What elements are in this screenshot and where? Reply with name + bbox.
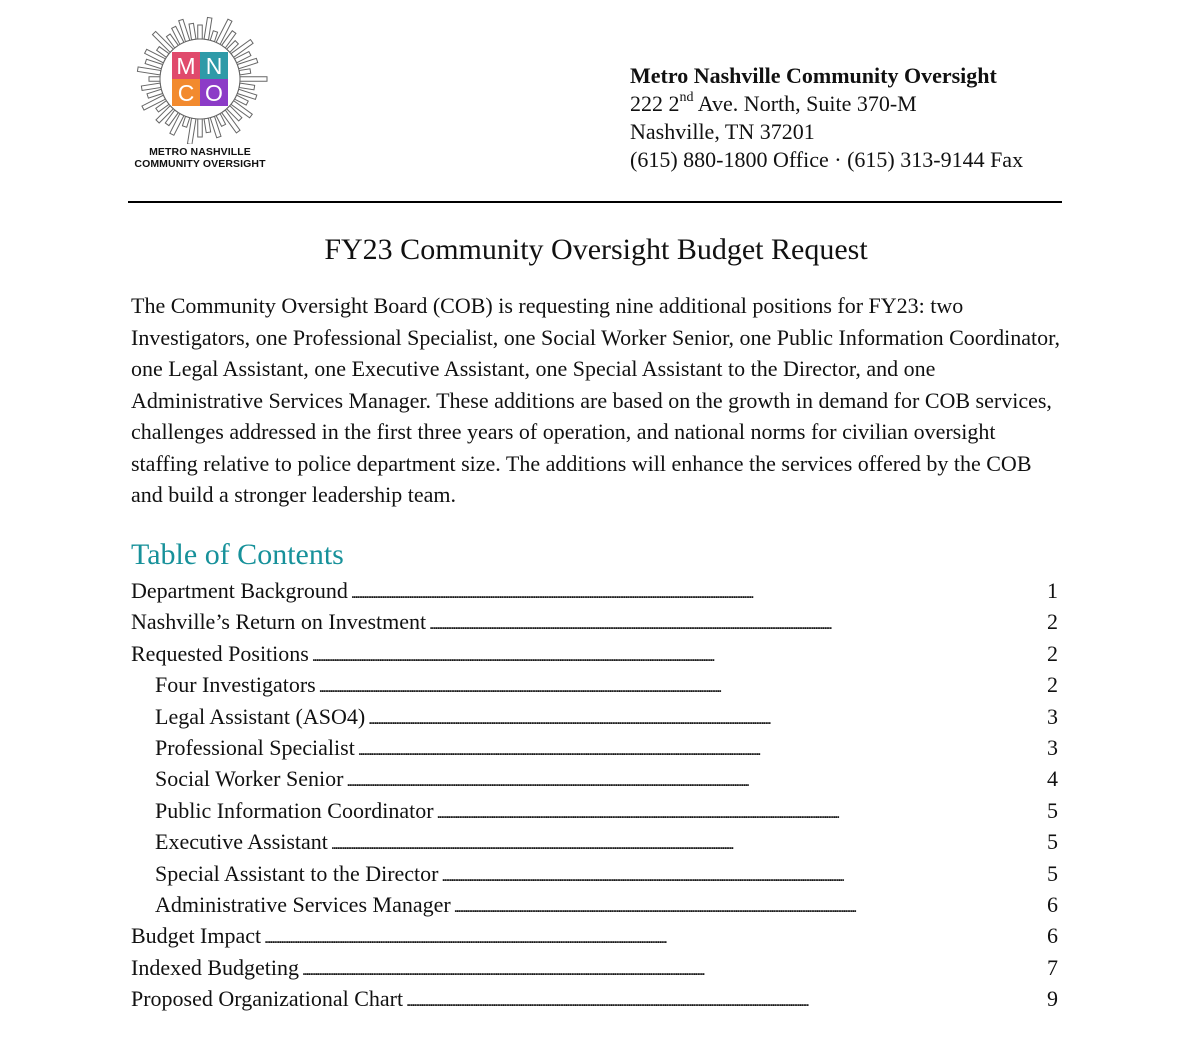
toc-entry-title: Department Background — [131, 578, 348, 603]
toc-entry-page: 2 — [1047, 640, 1058, 666]
toc-entry-page: 6 — [1047, 891, 1058, 917]
city-skyline-ring-graphic — [132, 14, 268, 144]
toc-entry[interactable] — [131, 732, 1058, 763]
toc-dot-leader — [331, 826, 1044, 860]
document-title: FY23 Community Oversight Budget Request — [324, 233, 868, 266]
toc-entry-title: Four Investigators — [155, 672, 316, 698]
toc-entry-title: Executive Assistant — [155, 829, 328, 855]
toc-dot-leader — [346, 763, 1044, 797]
toc-entry-page: 1 — [1047, 578, 1058, 603]
toc-entry-page: 5 — [1047, 829, 1058, 855]
logo-caption-line1: METRO NASHVILLE — [149, 146, 251, 158]
toc-entry-title: Social Worker Senior — [155, 766, 344, 792]
toc-dot-leader — [302, 952, 1044, 986]
toc-entry-title: Budget Impact — [131, 923, 262, 949]
toc-entry-page: 5 — [1047, 860, 1058, 886]
toc-dot-leader — [437, 795, 1044, 829]
logo-caption-line2: COMMUNITY OVERSIGHT — [134, 158, 266, 170]
logo-letter-c: C — [177, 80, 195, 106]
toc-entry[interactable] — [131, 795, 1058, 826]
intro-paragraph: The Community Oversight Board (COB) is requesting nine additional positions for FY23: two Investigators, one Professional Specialist, one Social Worker Senior, one Public Information Coordinator, one Legal Assistant, one Executive Assistant, one Special Assistant to the Director, and one Administrative Services Manager. These additions are based on the growth in demand for COB services, challenges addressed in the first three years of operation, and national norms for civilian oversight staffing relative to police department size. The additions will enhance the services offered by the COB and build a stronger leadership team. — [131, 293, 1061, 507]
toc-entry[interactable] — [131, 983, 1058, 1014]
toc-dot-leader — [406, 983, 1044, 1017]
toc-entry[interactable] — [131, 763, 1058, 794]
toc-entry-title: Nashville’s Return on Investment — [131, 609, 427, 635]
toc-entry-page: 5 — [1047, 797, 1058, 823]
toc-entry[interactable] — [131, 701, 1058, 732]
logo-letter-o: O — [205, 80, 223, 106]
toc-entry[interactable] — [131, 638, 1058, 669]
logo-caption — [132, 146, 268, 170]
toc-heading: Table of Contents — [131, 538, 344, 571]
address-line-2: Nashville, TN 37201 — [630, 119, 815, 144]
toc-entry-page: 9 — [1047, 986, 1058, 1012]
table-of-contents — [131, 575, 1058, 1014]
toc-entry-page: 7 — [1047, 954, 1058, 980]
toc-entry-title: Public Information Coordinator — [155, 797, 434, 823]
org-address-block — [630, 62, 1023, 174]
toc-dot-leader — [429, 606, 1044, 640]
toc-entry[interactable] — [131, 575, 1058, 606]
toc-entry-title: Special Assistant to the Director — [155, 860, 439, 886]
toc-entry-page: 4 — [1047, 766, 1058, 792]
toc-dot-leader — [351, 575, 1044, 609]
toc-entry-title: Indexed Budgeting — [131, 954, 300, 980]
toc-entry-title: Legal Assistant (ASO4) — [155, 703, 366, 729]
toc-entry-title: Proposed Organizational Chart — [131, 986, 404, 1012]
phone-fax-line: (615) 880-1800 Office · (615) 313-9144 Fax — [630, 147, 1024, 172]
toc-dot-leader — [319, 669, 1044, 703]
toc-entry[interactable] — [131, 606, 1058, 637]
toc-dot-leader — [442, 858, 1045, 892]
toc-entry-title: Administrative Services Manager — [155, 891, 451, 917]
header-divider — [128, 201, 1062, 203]
toc-entry[interactable] — [131, 826, 1058, 857]
toc-entry-title: Professional Specialist — [155, 734, 355, 760]
toc-entry-page: 6 — [1047, 923, 1058, 949]
toc-entry-title: Requested Positions — [131, 640, 309, 666]
logo-letter-n: N — [205, 53, 223, 79]
toc-dot-leader — [454, 889, 1044, 923]
toc-entry[interactable] — [131, 669, 1058, 700]
toc-entry[interactable] — [131, 858, 1058, 889]
org-name: Metro Nashville Community Oversight — [630, 63, 997, 88]
toc-entry-page: 2 — [1047, 672, 1058, 698]
toc-entry-page: 3 — [1047, 734, 1058, 760]
toc-entry[interactable] — [131, 920, 1058, 951]
toc-entry[interactable] — [131, 889, 1058, 920]
toc-dot-leader — [368, 701, 1044, 735]
mnco-logo — [132, 14, 268, 174]
toc-entry-page: 3 — [1047, 703, 1058, 729]
toc-dot-leader — [312, 638, 1044, 672]
address-line-1: 222 2nd Ave. North, Suite 370-M — [630, 89, 917, 116]
toc-entry[interactable] — [131, 952, 1058, 983]
toc-dot-leader — [264, 920, 1044, 954]
toc-entry-page: 2 — [1047, 609, 1058, 635]
logo-letter-m: M — [176, 53, 196, 79]
toc-dot-leader — [358, 732, 1044, 766]
